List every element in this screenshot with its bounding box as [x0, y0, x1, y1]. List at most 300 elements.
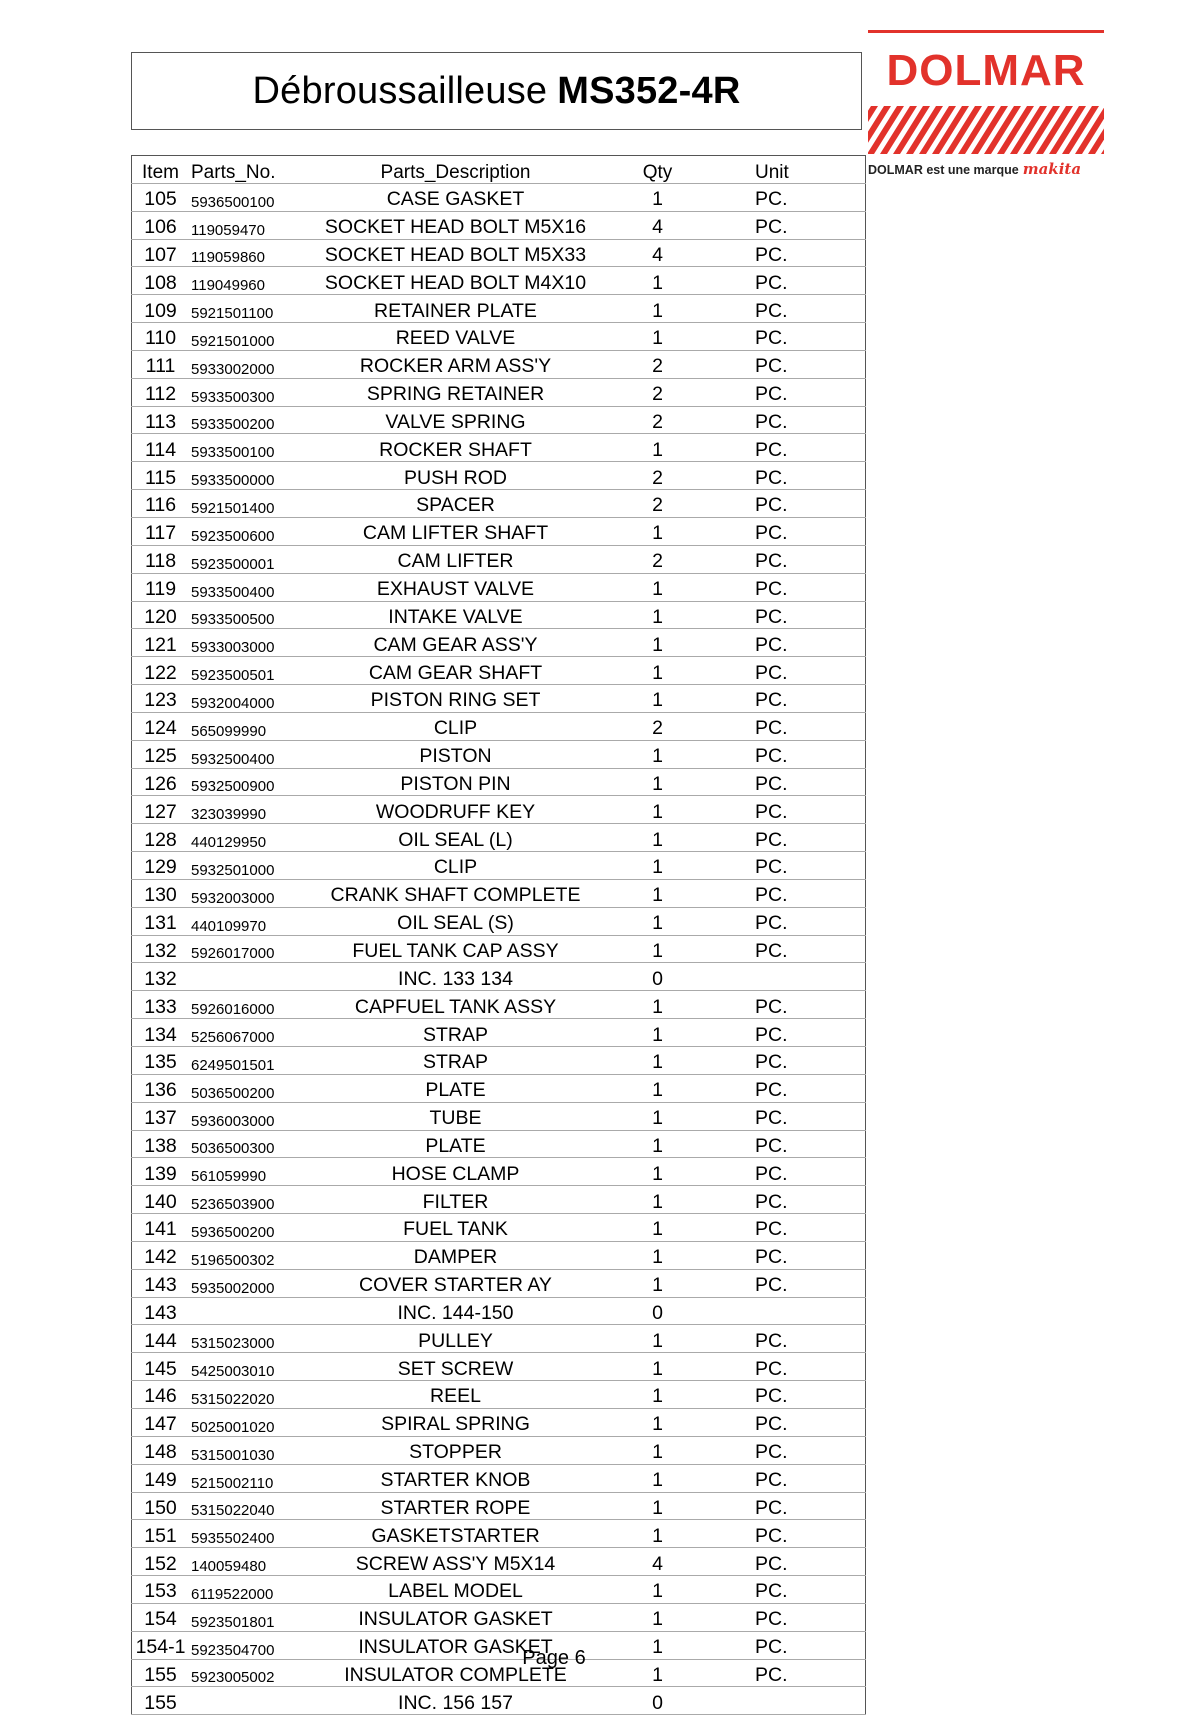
cell-unit-text: PC. [755, 494, 788, 517]
cell-unit [695, 350, 866, 378]
cell-qty: 1 [620, 323, 695, 351]
cell-parts-no [189, 740, 291, 768]
cell-unit-text: PC. [755, 939, 788, 962]
cell-unit [695, 1381, 866, 1409]
cell-unit [695, 1436, 866, 1464]
cell-unit [695, 879, 866, 907]
cell-qty: 1 [620, 879, 695, 907]
cell-parts-no-text: 5215002110 [191, 1474, 274, 1492]
cell-unit [695, 434, 866, 462]
cell-unit [695, 1576, 866, 1604]
cell-parts-no [189, 712, 291, 740]
table-row [132, 657, 866, 685]
table-row [132, 935, 866, 963]
cell-parts-no-text: 5923504700 [191, 1641, 275, 1659]
cell-unit [695, 295, 866, 323]
cell-parts-no-text: 565099990 [191, 722, 267, 740]
table-row [132, 1353, 866, 1381]
dolmar-logo [868, 30, 1106, 180]
cell-qty: 1 [620, 740, 695, 768]
cell-parts-no [189, 1687, 291, 1715]
cell-item: 148 [132, 1436, 190, 1464]
cell-qty: 1 [620, 907, 695, 935]
cell-parts-no-text: 6119522000 [191, 1585, 274, 1603]
table-row [132, 852, 866, 880]
cell-item: 155 [132, 1687, 190, 1715]
col-header-unit-label: Unit [755, 161, 789, 183]
cell-parts-no [189, 378, 291, 406]
cell-item: 116 [132, 490, 190, 518]
cell-parts-no [189, 1353, 291, 1381]
cell-description: SPRING RETAINER [291, 378, 620, 406]
cell-qty: 4 [620, 239, 695, 267]
table-row [132, 1269, 866, 1297]
cell-parts-no [189, 879, 291, 907]
cell-parts-no-text: 5256067000 [191, 1029, 275, 1046]
cell-description: PISTON RING SET [291, 685, 620, 713]
cell-item: 129 [132, 852, 190, 880]
cell-parts-no-text: 5933002000 [191, 360, 275, 378]
cell-unit-text: PC. [755, 466, 788, 489]
cell-unit-text: PC. [755, 717, 788, 740]
cell-unit-text: PC. [755, 745, 788, 768]
cell-unit-text: PC. [755, 299, 788, 322]
cell-parts-no [189, 239, 291, 267]
cell-parts-no [189, 350, 291, 378]
cell-unit [695, 1548, 866, 1576]
cell-item: 133 [132, 991, 190, 1019]
cell-qty: 2 [620, 350, 695, 378]
cell-qty: 1 [620, 1214, 695, 1242]
cell-parts-no-text: 119049960 [191, 277, 265, 295]
cell-description: SOCKET HEAD BOLT M5X16 [291, 211, 620, 239]
cell-parts-no-text: 5025001020 [191, 1418, 275, 1436]
cell-description: SCREW ASS'Y M5X14 [291, 1548, 620, 1576]
cell-unit [695, 1353, 866, 1381]
cell-unit [695, 685, 866, 713]
table-row [132, 1186, 866, 1214]
cell-parts-no-text: 5036500200 [191, 1084, 275, 1102]
table-row [132, 907, 866, 935]
cell-unit [695, 517, 866, 545]
cell-item: 151 [132, 1520, 190, 1548]
cell-qty: 1 [620, 1381, 695, 1409]
cell-parts-no [189, 1520, 291, 1548]
cell-parts-no [189, 1074, 291, 1102]
cell-unit [695, 239, 866, 267]
table-row [132, 879, 866, 907]
cell-qty: 1 [620, 629, 695, 657]
table-row [132, 211, 866, 239]
cell-parts-no-text: 5932003000 [191, 889, 275, 907]
cell-description: INTAKE VALVE [291, 601, 620, 629]
cell-item: 125 [132, 740, 190, 768]
cell-unit-text: PC. [755, 772, 788, 795]
table-row [132, 1047, 866, 1075]
cell-unit-text: PC. [755, 1385, 788, 1408]
cell-item: 111 [132, 350, 190, 378]
cell-qty: 1 [620, 1576, 695, 1604]
cell-description: DAMPER [291, 1241, 620, 1269]
cell-description: INC. 144-150 [291, 1297, 620, 1325]
cell-description: GASKETSTARTER [291, 1520, 620, 1548]
cell-description: CAM LIFTER SHAFT [291, 517, 620, 545]
parts-table [131, 155, 866, 1715]
cell-qty: 1 [620, 935, 695, 963]
cell-qty: 2 [620, 378, 695, 406]
cell-parts-no [189, 768, 291, 796]
cell-unit-text: PC. [755, 578, 788, 600]
cell-item: 149 [132, 1464, 190, 1492]
table-row [132, 963, 866, 991]
cell-description: OIL SEAL (L) [291, 824, 620, 852]
cell-parts-no [189, 991, 291, 1019]
cell-qty: 1 [620, 1047, 695, 1075]
cell-unit [695, 1158, 866, 1186]
cell-qty: 1 [620, 1102, 695, 1130]
cell-parts-no [189, 295, 291, 323]
cell-item: 142 [132, 1241, 190, 1269]
cell-description: SOCKET HEAD BOLT M4X10 [291, 267, 620, 295]
cell-parts-no [189, 1408, 291, 1436]
cell-qty: 1 [620, 1269, 695, 1297]
cell-item: 107 [132, 239, 190, 267]
cell-description: STARTER ROPE [291, 1492, 620, 1520]
cell-description: LABEL MODEL [291, 1576, 620, 1604]
table-row [132, 350, 866, 378]
table-row [132, 490, 866, 518]
cell-parts-no [189, 796, 291, 824]
cell-unit [695, 1047, 866, 1075]
cell-parts-no [189, 1381, 291, 1409]
cell-qty: 2 [620, 490, 695, 518]
cell-item: 124 [132, 712, 190, 740]
cell-description: CASE GASKET [291, 183, 620, 211]
cell-parts-no [189, 1603, 291, 1631]
cell-unit-text: PC. [755, 605, 788, 628]
cell-parts-no [189, 1576, 291, 1604]
cell-parts-no-text: 140059480 [191, 1558, 267, 1576]
cell-parts-no-text: 5926016000 [191, 1001, 275, 1019]
cell-description: COVER STARTER AY [291, 1269, 620, 1297]
cell-item: 134 [132, 1019, 190, 1047]
table-row [132, 406, 866, 434]
cell-item: 140 [132, 1186, 190, 1214]
cell-item: 139 [132, 1158, 190, 1186]
cell-unit-text: PC. [755, 1107, 788, 1130]
cell-item: 141 [132, 1214, 190, 1242]
cell-qty: 1 [620, 1325, 695, 1353]
cell-unit [695, 768, 866, 796]
cell-unit [695, 1186, 866, 1214]
cell-parts-no [189, 1325, 291, 1353]
cell-parts-no-text: 440109970 [191, 917, 267, 935]
cell-qty: 1 [620, 685, 695, 713]
cell-unit-text: PC. [755, 1524, 788, 1547]
cell-item: 130 [132, 879, 190, 907]
cell-unit [695, 323, 866, 351]
cell-parts-no-text: 6249501501 [191, 1056, 275, 1074]
cell-unit-text: PC. [755, 1051, 788, 1074]
cell-item: 123 [132, 685, 190, 713]
table-row [132, 378, 866, 406]
cell-parts-no-text: 5036500300 [191, 1140, 275, 1158]
cell-unit [695, 601, 866, 629]
cell-parts-no [189, 1492, 291, 1520]
table-row [132, 1241, 866, 1269]
cell-parts-no-text: 5921501000 [191, 332, 275, 350]
cell-qty: 1 [620, 991, 695, 1019]
cell-parts-no-text: 5933500500 [191, 611, 275, 629]
cell-description: INSULATOR GASKET [291, 1603, 620, 1631]
table-row [132, 1158, 866, 1186]
cell-unit [695, 1520, 866, 1548]
cell-item: 120 [132, 601, 190, 629]
table-row [132, 1464, 866, 1492]
cell-description: CAPFUEL TANK ASSY [291, 991, 620, 1019]
table-row [132, 796, 866, 824]
cell-unit [695, 378, 866, 406]
cell-parts-no [189, 824, 291, 852]
cell-item: 154-1 [132, 1631, 190, 1659]
table-row [132, 1603, 866, 1631]
cell-qty: 1 [620, 852, 695, 880]
cell-unit [695, 573, 866, 601]
table-row [132, 685, 866, 713]
cell-description: CAM LIFTER [291, 545, 620, 573]
cell-description: CLIP [291, 852, 620, 880]
cell-item: 153 [132, 1576, 190, 1604]
cell-parts-no [189, 1241, 291, 1269]
cell-description: INC. 156 157 [291, 1687, 620, 1715]
cell-unit [695, 462, 866, 490]
cell-description: PLATE [291, 1130, 620, 1158]
cell-parts-no-text: 5923500001 [191, 555, 275, 573]
cell-qty: 1 [620, 1436, 695, 1464]
cell-unit [695, 1269, 866, 1297]
cell-unit-text: PC. [755, 856, 788, 879]
table-row [132, 1102, 866, 1130]
cell-parts-no-text: 5315001030 [191, 1446, 275, 1464]
document-title [131, 52, 862, 130]
cell-parts-no [189, 183, 291, 211]
col-header-description: Parts_Description [291, 156, 620, 184]
cell-parts-no-text: 119059860 [191, 249, 265, 267]
cell-item: 154 [132, 1603, 190, 1631]
col-header-qty: Qty [620, 156, 695, 184]
cell-unit-text: PC. [755, 355, 788, 378]
cell-qty: 1 [620, 1074, 695, 1102]
table-row [132, 1408, 866, 1436]
table-row [132, 434, 866, 462]
cell-qty: 1 [620, 1130, 695, 1158]
cell-parts-no-text: 323039990 [191, 806, 267, 824]
table-row [132, 601, 866, 629]
cell-item: 117 [132, 517, 190, 545]
table-row [132, 1297, 866, 1325]
cell-parts-no-text: 5932500400 [191, 750, 275, 768]
cell-parts-no-text: 5923005002 [191, 1669, 275, 1687]
cell-unit-text: PC. [755, 522, 788, 545]
cell-item: 106 [132, 211, 190, 239]
cell-unit [695, 740, 866, 768]
cell-parts-no-text: 5933500000 [191, 472, 275, 490]
cell-item: 150 [132, 1492, 190, 1520]
table-row [132, 1074, 866, 1102]
table-row [132, 1548, 866, 1576]
table-row [132, 1214, 866, 1242]
cell-description: WOODRUFF KEY [291, 796, 620, 824]
cell-unit [695, 1687, 866, 1715]
cell-unit-text: PC. [755, 912, 788, 935]
cell-item: 146 [132, 1381, 190, 1409]
cell-qty: 1 [620, 295, 695, 323]
table-row [132, 183, 866, 211]
cell-item: 114 [132, 434, 190, 462]
cell-parts-no [189, 462, 291, 490]
cell-parts-no-text: 5315023000 [191, 1335, 275, 1353]
table-row [132, 462, 866, 490]
cell-qty: 1 [620, 1492, 695, 1520]
cell-description: FUEL TANK CAP ASSY [291, 935, 620, 963]
cell-item: 128 [132, 824, 190, 852]
cell-unit [695, 796, 866, 824]
cell-description: CAM GEAR ASS'Y [291, 629, 620, 657]
table-row [132, 1492, 866, 1520]
cell-unit-text: PC. [755, 1162, 788, 1185]
cell-unit-text: PC. [755, 1496, 788, 1519]
cell-parts-no [189, 1269, 291, 1297]
cell-qty: 1 [620, 1631, 695, 1659]
cell-unit-text: PC. [755, 633, 788, 656]
cell-unit [695, 1297, 866, 1325]
cell-parts-no-text: 5921501400 [191, 499, 275, 517]
cell-parts-no [189, 1047, 291, 1075]
cell-qty: 1 [620, 1158, 695, 1186]
cell-item: 131 [132, 907, 190, 935]
cell-parts-no [189, 490, 291, 518]
cell-unit-text: PC. [755, 1190, 788, 1213]
cell-description: ROCKER SHAFT [291, 434, 620, 462]
cell-item: 145 [132, 1353, 190, 1381]
cell-parts-no-text: 119059470 [191, 221, 265, 239]
cell-unit-text: PC. [755, 1134, 788, 1157]
cell-unit-text: PC. [755, 661, 788, 684]
cell-unit-text: PC. [755, 188, 788, 211]
table-header-row [132, 156, 866, 184]
cell-parts-no-text: 5933500300 [191, 388, 275, 406]
cell-unit [695, 1130, 866, 1158]
cell-qty: 1 [620, 573, 695, 601]
cell-qty: 1 [620, 1186, 695, 1214]
cell-description: STRAP [291, 1019, 620, 1047]
cell-unit [695, 490, 866, 518]
table-row [132, 1130, 866, 1158]
cell-item: 121 [132, 629, 190, 657]
cell-unit-text: PC. [755, 1413, 788, 1436]
cell-unit-text: PC. [755, 1218, 788, 1241]
cell-unit [695, 545, 866, 573]
cell-item: 122 [132, 657, 190, 685]
cell-parts-no [189, 406, 291, 434]
cell-item: 144 [132, 1325, 190, 1353]
logo-stripes-icon [868, 106, 1106, 154]
cell-unit-text: PC. [755, 1608, 788, 1631]
cell-parts-no [189, 1436, 291, 1464]
cell-unit [695, 991, 866, 1019]
cell-description: INSULATOR GASKET [291, 1631, 620, 1659]
cell-description: STOPPER [291, 1436, 620, 1464]
cell-unit [695, 657, 866, 685]
cell-unit [695, 907, 866, 935]
cell-parts-no [189, 1297, 291, 1325]
cell-qty: 1 [620, 1603, 695, 1631]
cell-unit [695, 824, 866, 852]
cell-description: HOSE CLAMP [291, 1158, 620, 1186]
cell-description: PLATE [291, 1074, 620, 1102]
cell-parts-no-text: 5935502400 [191, 1530, 275, 1548]
table-row [132, 712, 866, 740]
col-header-parts-no: Parts_No. [189, 156, 291, 184]
table-row [132, 1436, 866, 1464]
cell-description: CRANK SHAFT COMPLETE [291, 879, 620, 907]
cell-unit-text: PC. [755, 1357, 788, 1380]
cell-item: 147 [132, 1408, 190, 1436]
cell-unit-text: PC. [755, 828, 788, 851]
cell-unit [695, 1214, 866, 1242]
cell-parts-no [189, 1214, 291, 1242]
cell-item: 132 [132, 935, 190, 963]
cell-description: PISTON PIN [291, 768, 620, 796]
cell-description: SET SCREW [291, 1353, 620, 1381]
cell-item: 118 [132, 545, 190, 573]
table-row [132, 295, 866, 323]
cell-unit [695, 1074, 866, 1102]
cell-unit [695, 852, 866, 880]
cell-parts-no [189, 1019, 291, 1047]
cell-parts-no-text: 561059990 [191, 1168, 267, 1186]
cell-parts-no-text: 5932004000 [191, 694, 275, 712]
cell-qty: 0 [620, 963, 695, 991]
cell-description: EXHAUST VALVE [291, 573, 620, 601]
table-row [132, 740, 866, 768]
cell-description: REEL [291, 1381, 620, 1409]
cell-unit-text: PC. [755, 1552, 788, 1575]
cell-qty: 1 [620, 1019, 695, 1047]
cell-qty: 1 [620, 1408, 695, 1436]
cell-parts-no [189, 434, 291, 462]
cell-parts-no [189, 1186, 291, 1214]
cell-item: 143 [132, 1269, 190, 1297]
cell-qty: 1 [620, 183, 695, 211]
makita-logo: makita [1022, 160, 1082, 178]
cell-unit [695, 1241, 866, 1269]
cell-parts-no [189, 852, 291, 880]
cell-item: 136 [132, 1074, 190, 1102]
tagline-text: DOLMAR est une marque [868, 163, 1019, 177]
cell-description: OIL SEAL (S) [291, 907, 620, 935]
parts-table-body [132, 183, 866, 1714]
cell-parts-no-text: 5933500100 [191, 444, 275, 462]
cell-description: VALVE SPRING [291, 406, 620, 434]
cell-unit-text: PC. [755, 410, 788, 433]
cell-parts-no-text: 5926017000 [191, 945, 275, 963]
cell-qty: 0 [620, 1297, 695, 1325]
cell-parts-no [189, 657, 291, 685]
cell-unit-text: PC. [755, 243, 788, 266]
cell-unit-text: PC. [755, 1274, 788, 1297]
table-row [132, 517, 866, 545]
